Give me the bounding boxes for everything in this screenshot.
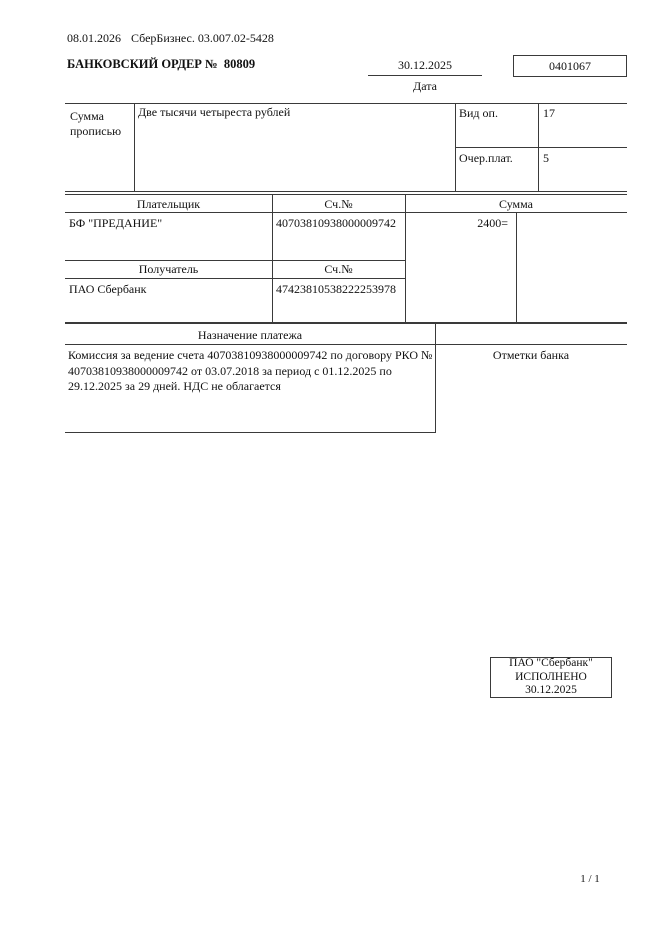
- amount-in-words-label: Сумма прописью: [70, 109, 122, 138]
- parties-table-top-border: [65, 194, 627, 195]
- payer-name: БФ "ПРЕДАНИЕ": [69, 216, 163, 230]
- parties-table-bottom-border: [65, 322, 627, 324]
- amount-label-divider: [134, 103, 135, 192]
- purpose-box-bottom-border: [65, 432, 435, 433]
- stamp-bank-name: ПАО "Сбербанк": [509, 657, 593, 670]
- bank-marks-divider: [435, 322, 436, 433]
- receiver-name: ПАО Сбербанк: [69, 282, 147, 296]
- form-code-value: 0401067: [549, 58, 591, 73]
- sum-column-divider: [516, 212, 517, 322]
- order-date-value: 30.12.2025: [398, 58, 452, 72]
- page-number: 1 / 1: [580, 873, 600, 885]
- payment-priority-value: 5: [543, 151, 549, 165]
- bank-marks-header: Отметки банка: [492, 348, 570, 362]
- amount-in-words-value: Две тысячи четыреста рублей: [138, 105, 291, 119]
- op-type-value-divider: [538, 103, 539, 192]
- date-underline: [368, 75, 482, 76]
- sum-header: Сумма: [499, 197, 533, 211]
- purpose-header: Назначение платежа: [197, 328, 303, 342]
- amount-table-bottom-border: [65, 191, 627, 192]
- receiver-header: Получатель: [138, 262, 199, 276]
- op-type-row-border: [455, 147, 627, 148]
- payer-account-header: Сч.№: [324, 197, 353, 211]
- document-title: БАНКОВСКИЙ ОРДЕР № 80809: [67, 57, 256, 71]
- receiver-account-number: 47423810538222253978: [276, 282, 396, 296]
- account-sum-divider: [405, 194, 406, 322]
- form-code-box: [513, 55, 627, 77]
- payer-header: Плательщик: [136, 197, 201, 211]
- sum-value: 2400=: [477, 216, 508, 230]
- payment-priority-label: Очер.плат.: [459, 151, 513, 165]
- print-date: 08.01.2026: [67, 31, 121, 45]
- date-label: Дата: [413, 79, 437, 93]
- stamp-date: 30.12.2025: [525, 684, 577, 697]
- payer-account-number: 40703810938000009742: [276, 216, 396, 230]
- receiver-header-top-border: [65, 260, 405, 261]
- operation-type-label: Вид оп.: [459, 106, 498, 120]
- purpose-text: Комиссия за ведение счета 40703810938000009742 по договору РКО № 40703810938000009742 от 03.07.2018 за период с 01.12.2025 по 29.12.2025 за 29 дней. НДС не облагается: [68, 348, 433, 393]
- amount-table-top-border: [65, 103, 627, 104]
- bank-stamp: [490, 657, 612, 698]
- receiver-header-bottom-border: [65, 278, 405, 279]
- stamp-status: ИСПОЛНЕНО: [515, 670, 587, 683]
- operation-type-value: 17: [543, 106, 555, 120]
- parties-header-bottom-border: [65, 212, 627, 213]
- receiver-account-header: Сч.№: [324, 262, 353, 276]
- system-label: СберБизнес. 03.007.02-5428: [131, 31, 274, 45]
- payer-account-divider: [272, 194, 273, 322]
- purpose-header-bottom-border: [65, 344, 627, 345]
- op-type-left-divider: [455, 103, 456, 192]
